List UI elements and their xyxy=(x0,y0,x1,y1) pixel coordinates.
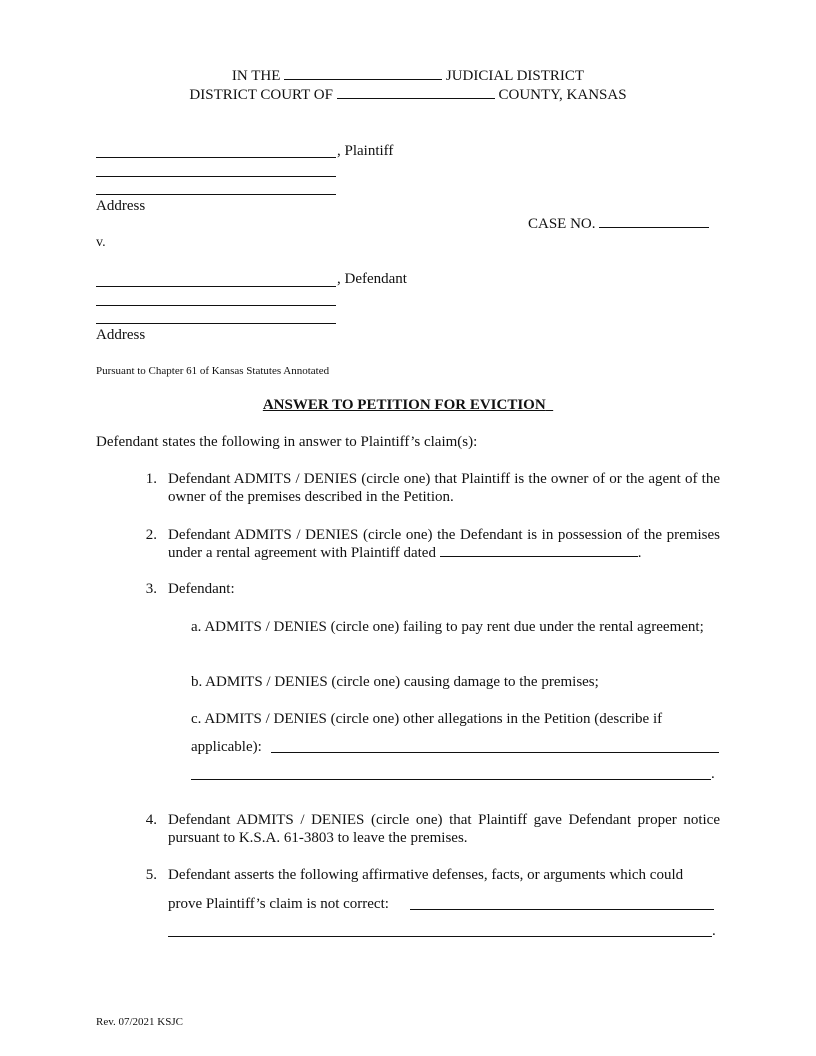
item-2-body: Defendant ADMITS / DENIES (circle one) the Defendant is in possession of the premises under a rental agreement with Plaintiff dated xyxy=(168,527,720,561)
plaintiff-name-line[interactable] xyxy=(96,157,336,158)
header-county-kansas: COUNTY, KANSAS xyxy=(498,87,627,103)
plaintiff-address-line-1[interactable] xyxy=(96,176,336,177)
other-allegations-line-2[interactable] xyxy=(191,779,711,780)
item-3-number: 3. xyxy=(145,581,157,597)
item-1-text: Defendant ADMITS / DENIES (circle one) that Plaintiff is the owner of or the agent of the owner of the premises described in the Petition. xyxy=(168,471,720,505)
court-header-line-1 xyxy=(0,67,816,85)
case-number xyxy=(528,215,709,233)
defendant-label: , Defendant xyxy=(337,271,407,287)
title-text: ANSWER TO PETITION FOR EVICTION xyxy=(262,397,546,413)
case-number-blank[interactable] xyxy=(599,215,709,228)
item-5-continuation: prove Plaintiff’s claim is not correct: xyxy=(168,896,389,912)
item-3c-applicable: applicable): xyxy=(191,739,262,755)
judicial-district-blank[interactable] xyxy=(284,67,442,80)
item-4-text: Defendant ADMITS / DENIES (circle one) that Plaintiff gave Defendant proper notice pursuant to K.S.A. 61-3803 to leave the premises. xyxy=(168,812,720,846)
item-1-number: 1. xyxy=(145,471,157,487)
plaintiff-address-label: Address xyxy=(96,198,146,214)
intro-text: Defendant states the following in answer to Plaintiff’s claim(s): xyxy=(96,434,478,450)
defendant-address-line-2[interactable] xyxy=(96,323,336,324)
item-3c-continuation xyxy=(191,738,262,756)
county-blank[interactable] xyxy=(337,86,495,99)
header-judicial-district: JUDICIAL DISTRICT xyxy=(445,68,585,84)
defendant-address-line-1[interactable] xyxy=(96,305,336,306)
item-4-number: 4. xyxy=(145,812,157,828)
item-5-period: . xyxy=(712,923,716,939)
header-in-the: IN THE xyxy=(231,68,281,84)
defendant-address-label: Address xyxy=(96,327,146,343)
item-5-number: 5. xyxy=(145,867,157,883)
item-3c-period: . xyxy=(711,766,715,782)
court-header-line-2 xyxy=(0,86,816,104)
item-3c-text: c. ADMITS / DENIES (circle one) other allegations in the Petition (describe if xyxy=(191,711,663,727)
defendant-name-line[interactable] xyxy=(96,286,336,287)
document-title xyxy=(0,396,816,414)
item-3-text: Defendant: xyxy=(168,581,235,597)
defenses-line-1[interactable] xyxy=(410,909,714,910)
item-5-text: Defendant asserts the following affirmative defenses, facts, or arguments which could xyxy=(168,867,684,883)
versus: v. xyxy=(96,235,106,250)
defenses-line-2[interactable] xyxy=(168,936,712,937)
plaintiff-label: , Plaintiff xyxy=(337,143,394,159)
item-2-text: Defendant ADMITS / DENIES (circle one) the Defendant is in possession of the premises under a rental agreement with Plaintiff dated . xyxy=(168,527,720,561)
statute-note: Pursuant to Chapter 61 of Kansas Statutes Annotated xyxy=(96,365,330,377)
item-3a-text: a. ADMITS / DENIES (circle one) failing to pay rent due under the rental agreement; xyxy=(191,619,704,635)
other-allegations-line-1[interactable] xyxy=(271,752,719,753)
item-3b-text: b. ADMITS / DENIES (circle one) causing damage to the premises; xyxy=(191,674,599,690)
revision-footer: Rev. 07/2021 KSJC xyxy=(96,1016,183,1028)
item-2-number: 2. xyxy=(145,527,157,543)
plaintiff-address-line-2[interactable] xyxy=(96,194,336,195)
rental-agreement-date-blank[interactable] xyxy=(440,544,638,557)
case-no-label: CASE NO. xyxy=(528,216,596,232)
header-district-court-of: DISTRICT COURT OF xyxy=(189,87,333,103)
